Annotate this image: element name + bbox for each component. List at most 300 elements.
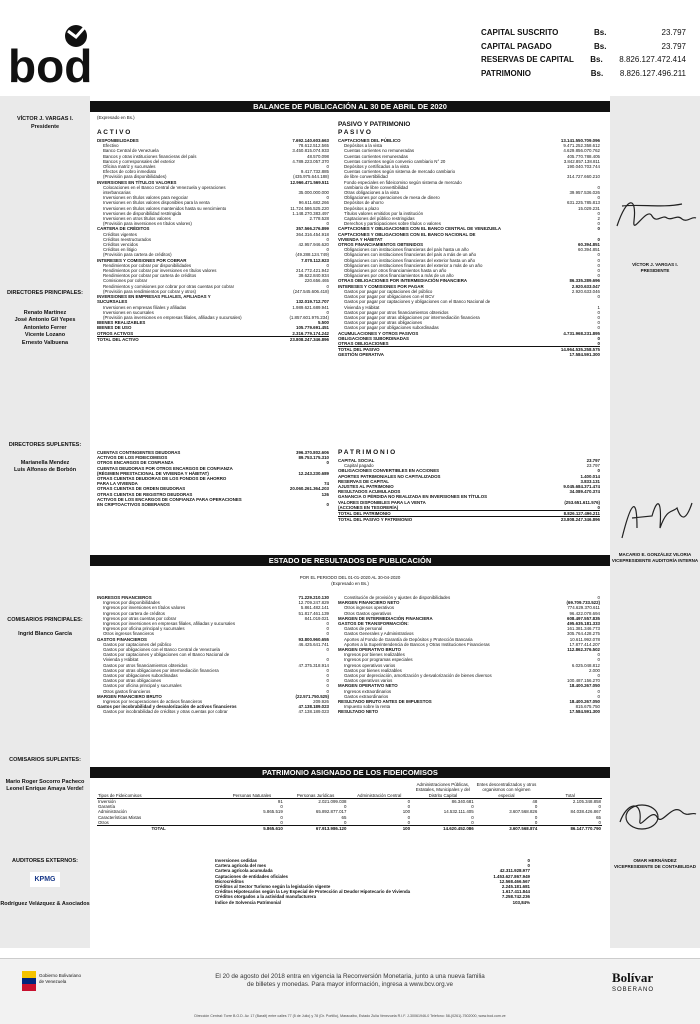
activo-value: 2.778.528 (309, 216, 329, 222)
activo-value: 23.808.247.346.896 (289, 336, 329, 342)
res-right-label: Gastos de personal (344, 626, 383, 632)
activo-value: 9.417.732.885 (300, 169, 329, 175)
res-left-value: 5.861.482.141 (300, 605, 329, 611)
res-right-label: Ingresos extraordinarios (344, 688, 392, 694)
table-cell: 0 (343, 820, 347, 826)
fid-extra-label: Créditos otorgados a la actividad manufacturera (215, 894, 317, 900)
fid-extra-value: 2.245.181.681 (501, 884, 530, 890)
sig1-caption (610, 262, 700, 274)
table-cell: TOTAL (97, 826, 220, 832)
activo-value: 0 (326, 283, 329, 289)
res-right-label: Aportes al Fondo de Garantía de Depósitos y Protección Bancaria (344, 636, 473, 642)
table-cell: 67.913.986.120 (284, 826, 348, 832)
pasivo-value: 0 (597, 184, 600, 190)
res-left-label: Gastos por captaciones del público (103, 641, 172, 647)
auditores-name: Rodríguez Velázquez & Asociados (0, 900, 90, 907)
res-left-value: 47.138.189.023 (298, 709, 329, 715)
activo-value: 0 (326, 236, 329, 242)
pasivo-label: Gastos por pagar por obligaciones subordinadas (344, 325, 439, 331)
fid-extra-label: Índice de Solvencia Patrimonial (215, 899, 281, 905)
gov-text: Gobierno Bolivariano de Venezuela (39, 973, 82, 984)
res-left-label: Gastos por oficina principal y sucursales (103, 683, 182, 689)
fid-extra-value: 0 (527, 863, 530, 869)
column-header: Total (538, 782, 602, 798)
capital-val: 23.797 (661, 28, 686, 37)
res-right-label: Aportes a la Superintendencia de Bancos y Otras Instituciones Financieras (344, 641, 490, 647)
activo-value: 48.570.098 (307, 153, 329, 159)
activo-label: Bancos y otras instituciones financieras del país (103, 153, 197, 159)
pasivo-label: Gastos por pagar por captaciones y obligaciones con el Banco Nacional de (344, 299, 491, 305)
fid-extra-value: 7.258.742.236 (501, 894, 530, 900)
bod-logo (6, 18, 102, 88)
pasivo-label: OTROS FINANCIAMIENTOS OBTENIDOS (338, 242, 424, 248)
cuentas-value: 20.060.261.364.203 (289, 486, 329, 492)
res-left-value: 47.138.189.023 (298, 704, 329, 710)
cuentas-row (97, 502, 329, 507)
res-left-label: MARGEN FINANCIERO BRUTO (97, 693, 162, 699)
pasivo-label: Obligaciones con instituciones financieras del país hasta un año (344, 247, 469, 253)
patrimonio-label: APORTES PATRIMONIALES NO CAPITALIZADOS (338, 473, 441, 479)
activo-label: OTROS ACTIVOS (97, 330, 134, 336)
activo-label: BIENES REALIZABLES (97, 320, 146, 326)
res-left-label: Ingresos por disponibilidades (103, 600, 160, 606)
pasivo-value: 15.029.231 (578, 205, 600, 211)
sig2-name: MACARIO E. GONZÁLEZ VILORIA (618, 552, 692, 557)
table-cell: 86.340.681 (451, 798, 474, 804)
activo-label: Efectos de cobro inmediato (103, 169, 157, 175)
activo-label: Oficina matriz y sucursales (103, 164, 156, 170)
column-header: Entes descentralizados y otros organismos con régimen especial (476, 782, 537, 798)
capital-summary (481, 26, 686, 80)
pasivo-value: 0 (597, 273, 600, 279)
activo-label: INTERESES Y COMISIONES POR COBRAR (97, 257, 187, 263)
suplente-name: Marianella Mendez (20, 459, 70, 466)
patrimonio-value: 23.808.247.346.896 (560, 517, 600, 523)
signature-contabilidad (612, 792, 698, 842)
director-name: Ernesto Valbuena (21, 339, 69, 346)
res-right-row (338, 709, 600, 714)
capital-val: 23.797 (661, 41, 686, 51)
res-right-value: 100.487.156.270 (567, 678, 600, 684)
activo-value: 42.957.946.620 (298, 242, 329, 248)
pasivo-value: 0 (597, 340, 600, 346)
pasivo-value: 0 (597, 325, 600, 331)
res-left-label: Ingresos por oficina principal y sucursales (103, 626, 185, 632)
patrimonio-label: RESULTADOS ACUMULADOS (338, 489, 401, 495)
cuentas-value: 0 (326, 460, 329, 466)
column-header: Administraciones Públicas, Estatales, Municipales y del Distrito Capital (411, 782, 475, 798)
column-header: Personas Naturales (220, 782, 284, 798)
table-cell: 48 (532, 798, 538, 804)
sig2-title: VICEPRESIDENTE AUDITORÍA INTERNA (611, 558, 699, 563)
kpmg-logo: KPMG (30, 872, 60, 887)
activo-label: Rendimientos por cobrar por cartera de créditos (103, 273, 197, 279)
pasivo-value: 0 (597, 335, 600, 341)
res-right-value: 17.877.414.207 (569, 641, 600, 647)
activo-label: Inversiones en títulos valores mantenidos hasta su vencimiento (103, 205, 227, 211)
footer-line1: El 20 de agosto del 2018 entra en vigencia la Reconversión Monetaria, junto a una nueva familia (215, 973, 485, 980)
res-left-value: 0 (326, 678, 329, 684)
patrimonio-value: 23.797 (586, 458, 600, 463)
table-cell: 0 (280, 814, 283, 820)
gov-logo (22, 971, 82, 996)
pasivo-label: Cuentas corrientes según convenio cambiario N° 20 (344, 158, 446, 164)
activo-value: 96.611.682.266 (298, 200, 329, 206)
res-right-label: Otros Gastos operativos (344, 610, 392, 616)
res-left-value: 12.709.247.829 (298, 600, 329, 606)
activo-value: 0 (326, 247, 329, 253)
res-left-label: Gastos por captaciones y obligaciones con el Banco Nacional de (103, 652, 230, 658)
cuentas-label: ACTIVOS DE LOS ENCARGOS DE CONFIANZA PARA OPERACIONES (97, 496, 242, 502)
activo-value: 39.622.840.934 (298, 273, 329, 279)
res-left-label: Ingresos por recuperaciones de activos financieros (103, 699, 203, 705)
cuentas-label: EN CRIPTOACTIVOS SOBERANOS (97, 502, 170, 508)
patrimonio-label: RESERVAS DE CAPITAL (338, 478, 389, 484)
fideicomisos-table (97, 782, 602, 832)
res-right-label: Ingresos por programas especiales (344, 657, 413, 663)
activo-label: Inversiones de disponibilidad restringida (103, 210, 182, 216)
cuentas-label: OTRAS CUENTAS DE ORDEN DEUDORAS (97, 486, 186, 492)
fideicomisos-title: PATRIMONIO ASIGNADO DE LOS FIDEICOMISOS (90, 767, 610, 778)
pasivo-label: Gastos por pagar por otras obligaciones (344, 320, 423, 326)
pasivo-label: Cuentas corrientes no remuneradas (344, 148, 415, 154)
cuentas-label: PARA LA VIVIENDA (97, 481, 138, 487)
patrimonio-label: GANANCIA O PÉRDIDA NO REALIZADA EN INVERSIONES EN TÍTULOS (338, 494, 488, 500)
res-right-label: Gastos por bienes realizables (344, 667, 402, 673)
pasivo-value: 0 (597, 309, 600, 315)
patrimonio-value: 23.797 (586, 463, 600, 469)
res-right-value: 0 (597, 652, 600, 658)
comisario-sup-2: Leonel Enrique Amaya Verde! (6, 786, 84, 792)
activo-value: 35.000.000.000 (298, 190, 329, 196)
activo-label: Inversiones en empresas filiales y afiliadas (103, 304, 187, 310)
fid-extra-label: Créditos al Sector Turismo según la legislación vigente (215, 884, 331, 890)
table-cell: 0 (534, 814, 538, 820)
fid-extra-row (215, 900, 530, 905)
table-cell: 0 (598, 820, 601, 826)
resultados-left-list (97, 595, 329, 715)
pasivo-value: 0 (597, 210, 600, 216)
activo-label: Rendimientos por cobrar por inversiones en títulos valores (103, 268, 217, 274)
table-cell: 0 (534, 820, 538, 826)
pasivo-label: Obligaciones con instituciones financieras del exterior hasta un año (344, 257, 476, 263)
director-name: José Antonio Gil Yepes (14, 317, 76, 323)
fid-extra-value: 1.617.411.844 (502, 889, 530, 895)
balance-title: BALANCE DE PUBLICACIÓN AL 30 DE ABRIL DE 2020 (90, 101, 610, 112)
table-cell: 14.532.111.405 (443, 809, 474, 815)
activo-value: (435.975.644.188) (293, 174, 329, 180)
table-cell: 2.105.348.858 (572, 798, 601, 804)
activo-label: (Provisión para inversiones en títulos valores) (103, 221, 192, 227)
activo-value: 0 (326, 309, 329, 315)
resultados-expr: (Expresado en Bs.) (331, 581, 369, 586)
activo-label: DISPONIBILIDADES (97, 138, 139, 143)
cuentas-label: CUENTAS CONTINGENTES DEUDORAS (97, 450, 181, 455)
res-left-value: 0 (326, 631, 329, 637)
activo-value: 220.656.465 (304, 278, 329, 284)
pasivo-value: 86.335.289.696 (569, 278, 600, 284)
president-title: Presidente (30, 123, 60, 130)
cuentas-value: 396.370.802.606 (296, 450, 329, 455)
res-left-value: 209.926 (313, 699, 329, 705)
res-left-value: (22.571.750.525) (295, 693, 329, 699)
pasivo-label: Gastos por pagar por obligaciones con el BCV (344, 294, 435, 300)
cuentas-value: 89.753.175.310 (298, 455, 329, 461)
res-left-value: 51.817.461.139 (298, 610, 329, 616)
activo-label: Colocaciones en el Banco Central de Venezuela y operaciones (103, 184, 226, 190)
pasivo-value: 405.770.788.405 (567, 153, 600, 159)
capital-cur: Bs. (594, 28, 607, 37)
column-header: Personas Jurídicas (284, 782, 348, 798)
pasivo-label: Obligaciones con instituciones financieras del país a más de un año (344, 252, 477, 258)
activo-value: 357.566.276.899 (296, 226, 329, 232)
activo-label: CARTERA DE CRÉDITOS (97, 226, 150, 232)
comisarios-sup-title: COMISARIOS SUPLENTES: (9, 757, 81, 763)
table-cell: 100 (402, 809, 411, 815)
activo-value: (1.857.601.976.234) (289, 314, 329, 320)
activo-label: Inversiones en títulos valores disponibles para la venta (103, 200, 210, 206)
res-left-row (97, 709, 329, 714)
capital-label: CAPITAL PAGADO (481, 41, 552, 51)
res-left-value: 0 (326, 626, 329, 632)
fid-extra-value: 12.568.466.567 (499, 878, 530, 884)
pasivo-label: Cuentas corrientes remuneradas (344, 153, 408, 159)
activo-value: 7.070.112.923 (301, 257, 329, 263)
pasivo-label: ACUMULACIONES Y OTROS PASIVOS (338, 330, 419, 336)
footer-address: Dirección Central: Torre B.O.D. Av. 17 (Baralt) entre calles 77 (5 de Julio) y 78 (Dr. Portillo), Maracaibo, Estado Zulia Venezuela R.I.F. J-30061946-0 Telefono: 58-(0261)-7502000, www.bod.com.ve (194, 1014, 506, 1018)
director-name: Vicente Lozano (24, 332, 66, 338)
pasivo-value: 0 (597, 314, 600, 320)
fid-extra-value: 1.453.627.867.949 (493, 873, 530, 879)
table-cell: 0 (343, 804, 347, 810)
res-right-label: Gastos extraordinarios (344, 693, 389, 699)
directores-title: DIRECTORES PRINCIPALES: (7, 290, 83, 296)
pasivo-label: Obligaciones con instituciones financieras del exterior a más de un año (344, 262, 483, 268)
pasivo-value: 9.471.252.358.612 (563, 143, 600, 149)
res-right-label: MARGEN OPERATIVO BRUTO (338, 647, 402, 653)
pasivo-label: Depósitos de ahorro (344, 200, 384, 206)
pasivo-label: OTRAS OBLIGACIONES (338, 340, 389, 346)
pasivo-value: 0 (597, 221, 600, 227)
capital-cur: Bs. (594, 41, 607, 51)
res-left-label: Ingresos por cartera de créditos (103, 610, 165, 616)
patrimonio-label: (ACCIONES EN TESORERÍA) (338, 504, 399, 510)
res-right-value: 0 (597, 673, 600, 679)
pasivo-patrimonio-heading: PASIVO Y PATRIMONIO (338, 121, 411, 128)
patrimonio-value: 9.045.684.371.474 (563, 484, 600, 490)
res-left-value: 0 (326, 683, 329, 689)
pasivo-label: Obligaciones por otros financiamientos hasta un año (344, 268, 447, 274)
table-cell: 0 (598, 804, 601, 810)
activo-label: (Provisión para inversiones en empresas filiales, afiliadas y sucursales) (103, 314, 242, 320)
pasivo-label: OBLIGACIONES SUBORDINADAS (338, 335, 409, 341)
activo-label: Rendimientos y comisiones por cobrar por otras cuentas por cobrar (103, 283, 235, 289)
res-right-label: Ingresos operativos varios (344, 662, 396, 668)
table-cell: 2.021.099.038 (318, 798, 347, 804)
pasivo-value: 60.394.851 (578, 247, 600, 253)
activo-label: Bancos y corresponsales del exterior (103, 158, 175, 164)
suplentes-title: DIRECTORES SUPLENTES: (8, 442, 82, 448)
patrimonio-value: 1.400.014 (580, 473, 600, 479)
pasivo-value: 0 (597, 236, 600, 242)
fid-extra-label: Cartera agrícola acumulada (215, 868, 273, 874)
pasivo-label: CAPTACIONES Y OBLIGACIONES CON EL BANCO CENTRAL DE VENEZUELA (338, 226, 502, 232)
pasivo-value: 2 (597, 216, 600, 222)
activo-label: interbancarias (103, 190, 131, 196)
res-right-value: 0 (597, 595, 600, 600)
pasivo-list (338, 138, 600, 358)
pasivo-value: 190.040.703.744 (567, 164, 600, 170)
footer-line2: de billetes y monedas. Para mayor información, ingresa a www.bcv.org.ve (246, 981, 454, 988)
activo-label: Comisiones por cobrar (103, 278, 148, 284)
res-left-label: Gastos por obligaciones con el Banco Central de Venezuela (103, 647, 220, 653)
comisarios-principales (0, 617, 90, 638)
table-cell: 3.607.568.826 (509, 809, 538, 815)
pasivo-value: 3.842.857.138.811 (563, 158, 600, 164)
pasivo-value: 2.920.633.047 (571, 283, 600, 289)
pasivo-label: cambiario de libre convertibilidad (344, 184, 408, 190)
pasivo-value: 2.920.633.046 (571, 288, 600, 294)
activo-label: Banco Central de Venezuela (103, 148, 159, 154)
comisario-name: Ingrid Blanco García (18, 630, 72, 637)
pasivo-label: CAPTACIONES Y OBLIGACIONES CON EL BANCO NACIONAL DE (338, 231, 476, 237)
patrimonio-label: OBLIGACIONES CONVERTIBLES EN ACCIONES (338, 468, 440, 474)
res-right-value: 0 (597, 693, 600, 699)
activo-value: 132.019.712.707 (296, 299, 329, 305)
pasivo-value: 13.141.550.709.096 (560, 138, 600, 143)
cuentas-label: ACTIVOS DE LOS FIDEICOMISOS (97, 455, 168, 461)
table-cell: 0 (471, 814, 474, 820)
activo-label: Inversiones en otros títulos valores (103, 216, 171, 222)
cuentas-value: 74 (324, 481, 329, 487)
res-right-label: Gastos por depreciación, amortización y desvalorización de bienes diversos (344, 673, 492, 679)
director-name: Antonieto Ferrer (23, 324, 67, 331)
table-cell: Administración (98, 809, 127, 815)
capital-val: 8.826.127.496.211 (619, 68, 686, 78)
res-right-value: 608.497.557.835 (567, 615, 600, 621)
res-right-label: MARGEN DE INTERMEDIACIÓN FINANCIERA (338, 615, 433, 621)
patrimonio-row (338, 516, 600, 522)
suplente-name: Luis Alfonso de Borbón (13, 467, 77, 473)
comisarios-suplentes (0, 757, 90, 794)
activo-value: 0 (326, 195, 329, 201)
activo-label: Créditos vencidos (103, 242, 138, 248)
pasivo-value: 0 (597, 195, 600, 201)
patrimonio-value: 0 (597, 504, 600, 510)
activo-value: 0 (326, 221, 329, 227)
res-left-label: Ingresos por inversiones en títulos valores (103, 605, 186, 611)
capital-label: CAPITAL SUSCRITO (481, 28, 559, 37)
pasivo-value: 0 (597, 294, 600, 300)
cuentas-label: OTRAS CUENTAS DE REGISTRO DEUDORAS (97, 491, 193, 497)
res-right-value: 112.862.376.502 (567, 647, 600, 653)
fid-extra-label: Microcréditos (215, 878, 244, 884)
table-cell: 0 (280, 804, 283, 810)
pasivo-value: 60.394.851 (578, 242, 600, 248)
activo-label: (Provisión para cartera de créditos) (103, 252, 172, 258)
footer (0, 958, 700, 1024)
pasivo-label: Vivienda y Hábitat (344, 304, 380, 310)
pasivo-value: 0 (597, 320, 600, 326)
res-right-label: Impuesto sobre la renta (344, 704, 391, 710)
balance-expr: (Expresado en Bs.) (97, 115, 135, 120)
flag-icon (22, 971, 36, 991)
table-cell: 65 (596, 814, 601, 820)
activo-heading: A C T I V O (97, 129, 131, 136)
table-row (97, 826, 602, 832)
res-right-value: 774.629.370.611 (567, 605, 600, 611)
comisarios-title: COMISARIOS PRINCIPALES: (7, 617, 83, 623)
activo-label: Rendimientos por cobrar por disponibilidades (103, 262, 192, 268)
patrimonio-value: (253.651.611.576) (564, 499, 600, 505)
table-cell: 0 (407, 798, 411, 804)
res-right-label: Constitución de provisión y ajustes de disponibilidades (344, 595, 451, 600)
pasivo-label: TOTAL DEL PASIVO (338, 347, 380, 353)
res-left-label: Vivienda y Hábitat (103, 657, 139, 663)
signature-auditoria (612, 488, 698, 548)
cuentas-value: 126 (321, 491, 329, 497)
activo-label: Inversiones en sucursales (103, 309, 154, 315)
fid-extra-label: Captaciones de entidades oficiales (215, 873, 288, 879)
pasivo-label: Depósitos a la vista (344, 143, 383, 149)
activo-label: INVERSIONES EN TÍTULOS VALORES (97, 179, 177, 185)
capital-label: PATRIMONIO (481, 68, 531, 78)
activo-label: (Provisión para disponibilidades) (103, 174, 167, 180)
res-left-label: GASTOS FINANCIEROS (97, 636, 147, 642)
capital-row (481, 53, 686, 67)
cuentas-label: (RÉGIMEN PRESTACIONAL DE VIVIENDA Y HÁBITAT) (97, 470, 209, 476)
cuentas-label: OTROS ENCARGOS DE CONFIANZA (97, 460, 174, 466)
activo-value: 214.772.421.942 (296, 268, 329, 274)
activo-value: (247.545.606.418) (293, 288, 329, 294)
fid-extra-value: 0 (527, 858, 530, 863)
activo-label: Inversiones en títulos valores para negociar (103, 195, 188, 201)
activo-value: 0 (326, 164, 329, 170)
res-right-label: Gastos Generales y Administrativos (344, 631, 414, 637)
table-cell: 84.038.426.867 (570, 809, 601, 815)
pasivo-value: 314.727.660.210 (567, 174, 600, 180)
table-cell: 100 (347, 826, 411, 832)
pasivo-label: Depósitos y certificados a la vista (344, 164, 409, 170)
patrimonio-label: Capital pagado (344, 463, 374, 469)
pasivo-value: 0 (597, 268, 600, 274)
res-right-value: 305.764.428.275 (567, 631, 600, 637)
table-cell: 65 (341, 814, 347, 820)
activo-value: 1.989.621.689.941 (292, 304, 329, 310)
activo-value: 2.316.779.174.242 (292, 330, 329, 336)
res-right-label: RESULTADO NETO (338, 709, 379, 715)
pasivo-value: 1 (597, 304, 600, 310)
table-cell: 5.865.610 (220, 826, 284, 832)
capital-cur: Bs. (590, 68, 604, 78)
pasivo-heading: P A S I V O (338, 129, 371, 136)
pasivo-label: Títulos valores emitidos por la institución (344, 210, 424, 216)
resultados-title: ESTADO DE RESULTADOS DE PUBLICACIÓN (90, 555, 610, 566)
patrimonio-label: CAPITAL SOCIAL (338, 458, 375, 463)
res-left-value: 0 (326, 647, 329, 653)
table-cell: 0 (407, 820, 411, 826)
res-right-label: RESULTADO BRUTO ANTES DE IMPUESTOS (338, 699, 432, 705)
res-left-label: Gastos por otros financiamientos obtenidos (103, 662, 188, 668)
activo-value: (49.288.124.749) (295, 252, 329, 258)
res-left-label: Gastos por incobrabilidad de créditos y otras cuentas por cobrar (103, 709, 228, 715)
column-header: Tipos de Fideicomisos (97, 782, 220, 798)
res-right-label: Otros ingresos operativos (344, 605, 395, 611)
table-cell: 0 (471, 820, 474, 826)
pasivo-label: Fondo especiales en fideicomiso según sistema de mercado (344, 179, 462, 185)
patrimonio-label: VALORES DISPONIBLES PARA LA VENTA (338, 499, 426, 505)
pasivo-label: Depósitos a plazo (344, 205, 379, 211)
